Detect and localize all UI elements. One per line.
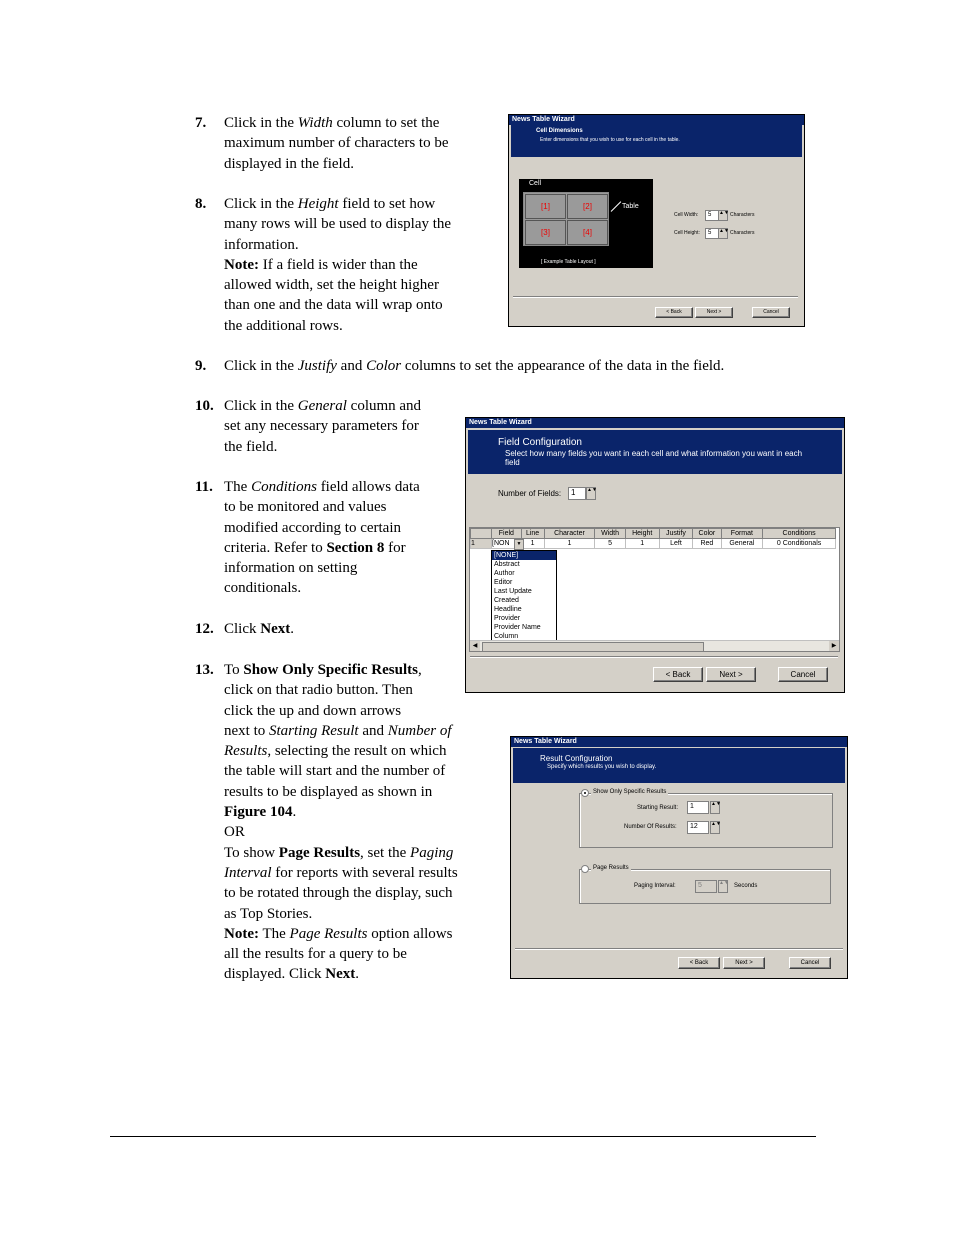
result-configuration-dialog <box>510 736 848 979</box>
step-text: The Conditions field allows data to be monitored and values modified according to certain criteria. Refer to Section 8 for information on setting conditionals. <box>224 479 420 597</box>
seconds-label: Seconds <box>734 883 758 889</box>
dialog-title-bar: News Table Wizard <box>466 418 844 428</box>
back-button[interactable]: < Back <box>678 957 720 969</box>
table-cell[interactable]: 1 <box>544 539 595 549</box>
cell-height-spinner[interactable]: ▲▼ <box>718 228 728 239</box>
cell-width-field[interactable]: 5 <box>705 210 719 221</box>
example-table-layout <box>519 179 653 268</box>
list-item[interactable]: Author <box>494 570 515 577</box>
column-header[interactable]: Line <box>521 529 544 539</box>
field-dropdown-list[interactable] <box>491 550 557 642</box>
table-cell[interactable]: General <box>721 539 763 549</box>
dialog-title-bar: News Table Wizard <box>509 115 804 125</box>
table-cell[interactable]: Red <box>693 539 721 549</box>
show-only-specific-results-radio[interactable] <box>581 789 589 797</box>
fields-table <box>470 528 836 549</box>
list-item[interactable]: Column <box>494 633 519 640</box>
scroll-left-icon[interactable]: ◀ <box>470 641 480 651</box>
step-number: 9. <box>195 358 207 374</box>
field-configuration-dialog <box>465 417 845 693</box>
step-10 <box>195 396 455 458</box>
table-cell[interactable]: Left <box>659 539 692 549</box>
row-header-blank <box>471 529 492 539</box>
column-header[interactable]: Width <box>595 529 625 539</box>
dialog-subheading: Specify which results you wish to display. <box>547 764 657 770</box>
step-text: To Show Only Specific Results, click on that radio button. Then click the up and down arrows next to Starting Result and Number of Results, selecting the result on which the table will start and the number of results to be displayed as shown in Figure 104. OR To show Page Results, set the Paging Interval for reports with several results to be rotated through the display, such as Top Stories. Note: The Page Results option allows all the results for a query to be displayed. Click Next. <box>224 662 458 983</box>
next-button[interactable]: Next > <box>723 957 765 969</box>
starting-result-label: Starting Result: <box>637 805 679 811</box>
dialog-separator <box>515 948 843 950</box>
footer-rule <box>110 1136 816 1137</box>
cell-height-unit: Characters <box>730 230 755 236</box>
step-number: 11. <box>195 479 213 495</box>
field-dropdown-arrow[interactable]: ▼ <box>514 539 524 550</box>
dialog-heading: Result Configuration <box>540 754 613 763</box>
row-number: 1 <box>471 539 492 549</box>
cell-height-field[interactable]: 5 <box>705 228 719 239</box>
number-of-results-spinner[interactable]: ▲▼ <box>710 821 720 834</box>
list-item[interactable]: Abstract <box>494 561 520 568</box>
dialog-header <box>513 748 845 783</box>
step-number: 10. <box>195 398 214 414</box>
cell-width-spinner[interactable]: ▲▼ <box>718 210 728 221</box>
cell-width-unit: Characters <box>730 212 755 218</box>
table-header-row <box>471 529 836 539</box>
next-button[interactable]: Next > <box>695 307 733 318</box>
column-header[interactable]: Format <box>721 529 763 539</box>
table-row <box>471 539 836 549</box>
step-text: Click in the Justify and Color columns to set the appearance of the data in the field. <box>224 358 725 374</box>
list-item[interactable]: [NONE] <box>492 551 556 560</box>
page-results-label: Page Results <box>593 865 629 871</box>
step-9 <box>195 356 835 378</box>
step-text: Click in the Width column to set the maximum number of characters to be displayed in the field. <box>224 115 449 172</box>
show-only-specific-results-label: Show Only Specific Results <box>593 789 667 795</box>
dialog-subheading: field <box>505 458 520 467</box>
step-number: 7. <box>195 115 207 131</box>
number-of-fields-label: Number of Fields: <box>498 489 562 498</box>
field-cell[interactable]: [NON <box>492 539 522 549</box>
step-7 <box>195 113 495 175</box>
dialog-subheading: Enter dimensions that you wish to use for each cell in the table. <box>540 137 680 143</box>
starting-result-spinner[interactable]: ▲▼ <box>710 801 720 814</box>
cell-height-label: Cell Height: <box>674 230 700 236</box>
step-text: Click in the Height field to set how many rows will be used to display the information. Note: If a field is wider than the allowed width, set the height higher than one and the data will wrap onto the additional rows. <box>224 196 452 334</box>
number-of-fields-field[interactable]: 1 <box>568 487 586 500</box>
cell-label: Cell <box>529 180 542 187</box>
list-item[interactable]: Provider Name <box>494 624 541 631</box>
table-label: Table <box>622 203 639 210</box>
column-header[interactable]: Justify <box>659 529 692 539</box>
list-item[interactable]: Provider <box>494 615 521 622</box>
list-item[interactable]: Editor <box>494 579 513 586</box>
horizontal-scrollbar[interactable] <box>470 640 839 651</box>
cell-box: [4] <box>567 220 608 245</box>
dialog-header <box>511 125 802 157</box>
back-button[interactable]: < Back <box>655 307 693 318</box>
scroll-thumb[interactable] <box>482 642 704 652</box>
paging-interval-field[interactable]: 5 <box>695 880 717 893</box>
step-13 <box>195 660 500 990</box>
table-cell[interactable]: 5 <box>595 539 625 549</box>
dialog-header <box>468 430 842 474</box>
starting-result-field[interactable]: 1 <box>687 801 709 814</box>
step-text: Click Next. <box>224 621 294 637</box>
column-header[interactable]: Color <box>693 529 721 539</box>
cancel-button[interactable]: Cancel <box>778 667 828 682</box>
list-item[interactable]: Created <box>494 597 519 604</box>
step-8 <box>195 194 495 339</box>
cancel-button[interactable]: Cancel <box>752 307 790 318</box>
dialog-subheading: Select how many fields you want in each cell and what information you want in each <box>505 449 803 458</box>
step-number: 12. <box>195 621 214 637</box>
cell-box: [3] <box>525 220 566 245</box>
paging-interval-label: Paging Interval: <box>634 883 676 889</box>
cell-box: [1] <box>525 194 566 219</box>
number-of-results-label: Number Of Results: <box>624 824 677 830</box>
list-item[interactable]: Headline <box>494 606 522 613</box>
table-cell[interactable]: 1 <box>521 539 544 549</box>
table-cell[interactable]: 1 <box>625 539 659 549</box>
page-results-radio[interactable] <box>581 865 589 873</box>
column-header[interactable]: Field <box>492 529 522 539</box>
cell-dimensions-dialog <box>508 114 805 327</box>
table-pointer-line <box>611 201 622 212</box>
back-button[interactable]: < Back <box>653 667 703 682</box>
cell-grid <box>523 192 609 246</box>
step-number: 13. <box>195 662 214 678</box>
step-12 <box>195 619 395 641</box>
example-caption: [ Example Table Layout ] <box>541 259 596 265</box>
number-of-results-field[interactable]: 12 <box>687 821 709 834</box>
table-cell[interactable]: 0 Conditionals <box>763 539 836 549</box>
column-header[interactable]: Conditions <box>763 529 836 539</box>
number-of-fields-spinner[interactable]: ▲▼ <box>586 487 596 500</box>
cell-box: [2] <box>567 194 608 219</box>
column-header[interactable]: Height <box>625 529 659 539</box>
dialog-title-bar: News Table Wizard <box>511 737 847 747</box>
fields-grid <box>469 527 840 652</box>
scroll-right-icon[interactable]: ▶ <box>829 641 839 651</box>
cancel-button[interactable]: Cancel <box>789 957 831 969</box>
dialog-heading: Field Configuration <box>498 437 582 448</box>
dialog-heading: Cell Dimensions <box>536 128 583 134</box>
step-11 <box>195 477 455 601</box>
dialog-separator <box>470 656 838 658</box>
dialog-separator <box>513 296 798 298</box>
column-header[interactable]: Character <box>544 529 595 539</box>
step-text: Click in the General column and set any necessary parameters for the field. <box>224 398 422 455</box>
list-item[interactable]: Last Update <box>494 588 532 595</box>
cell-width-label: Cell Width: <box>674 212 699 218</box>
next-button[interactable]: Next > <box>706 667 756 682</box>
paging-interval-spinner[interactable]: ▲▼ <box>718 880 728 893</box>
step-number: 8. <box>195 196 207 212</box>
